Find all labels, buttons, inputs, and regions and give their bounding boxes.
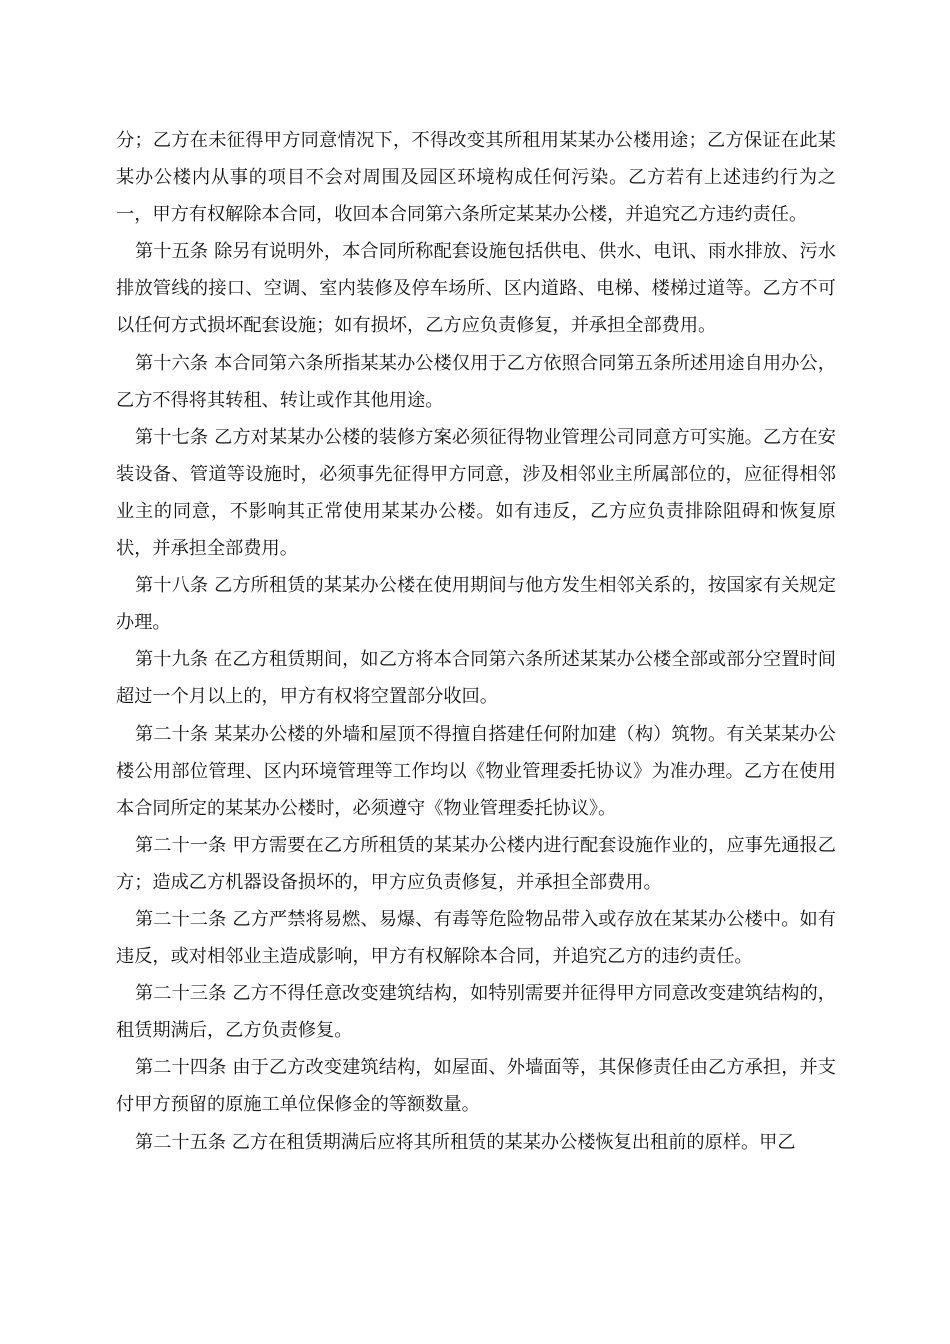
clause-25: 第二十五条 乙方在租赁期满后应将其所租赁的某某办公楼恢复出租前的原样。甲乙 xyxy=(135,1131,796,1153)
clause-18: 第十八条 乙方所租赁的某某办公楼在使用期间与他方发生相邻关系的，按国家有关规定办理。 xyxy=(116,575,836,634)
clause-24: 第二十四条 由于乙方改变建筑结构，如屋面、外墙面等，其保修责任由乙方承担，并支付甲方预留的原施工单位保修金的等额数量。 xyxy=(116,1057,836,1116)
clause-23: 第二十三条 乙方不得任意改变建筑结构，如特别需要并征得甲方同意改变建筑结构的，租赁期满后，乙方负责修复。 xyxy=(116,983,836,1042)
clause-21: 第二十一条 甲方需要在乙方所租赁的某某办公楼内进行配套设施作业的，应事先通报乙方；造成乙方机器设备损坏的，甲方应负责修复，并承担全部费用。 xyxy=(116,834,836,893)
clause-16: 第十六条 本合同第六条所指某某办公楼仅用于乙方依照合同第五条所述用途自用办公，乙方不得将其转租、转让或作其他用途。 xyxy=(116,352,836,411)
paragraph-continuation: 分；乙方在未征得甲方同意情况下，不得改变其所租用某某办公楼用途；乙方保证在此某某办公楼内从事的项目不会对周围及园区环境构成任何污染。乙方若有上述违约行为之一，甲方有权解除本合同，收回本合同第六条所定某某办公楼，并追究乙方违约责任。 xyxy=(116,130,836,226)
clause-19: 第十九条 在乙方租赁期间，如乙方将本合同第六条所述某某办公楼全部或部分空置时间超过一个月以上的，甲方有权将空置部分收回。 xyxy=(116,649,836,708)
clause-22: 第二十二条 乙方严禁将易燃、易爆、有毒等危险物品带入或存放在某某办公楼中。如有违反，或对相邻业主造成影响，甲方有权解除本合同，并追究乙方的违约责任。 xyxy=(116,908,836,968)
clause-20: 第二十条 某某办公楼的外墙和屋顶不得擅自搭建任何附加建（构）筑物。有关某某办公楼公用部位管理、区内环境管理等工作均以《物业管理委托协议》为准办理。乙方在使用本合同所定的某某办公楼时，必须遵守《物业管理委托协议》。 xyxy=(116,723,836,819)
clause-17: 第十七条 乙方对某某办公楼的装修方案必须征得物业管理公司同意方可实施。乙方在安装设备、管道等设施时，必须事先征得甲方同意，涉及相邻业主所属部位的，应征得相邻业主的同意，不影响其正常使用某某办公楼。如有违反，乙方应负责排除阻碍和恢复原状，并承担全部费用。 xyxy=(116,426,836,560)
document-body xyxy=(116,122,836,1161)
clause-15: 第十五条 除另有说明外，本合同所称配套设施包括供电、供水、电讯、雨水排放、污水排放管线的接口、空调、室内装修及停车场所、区内道路、电梯、楼梯过道等。乙方不可以任何方式损坏配套设施；如有损坏，乙方应负责修复，并承担全部费用。 xyxy=(116,241,836,337)
